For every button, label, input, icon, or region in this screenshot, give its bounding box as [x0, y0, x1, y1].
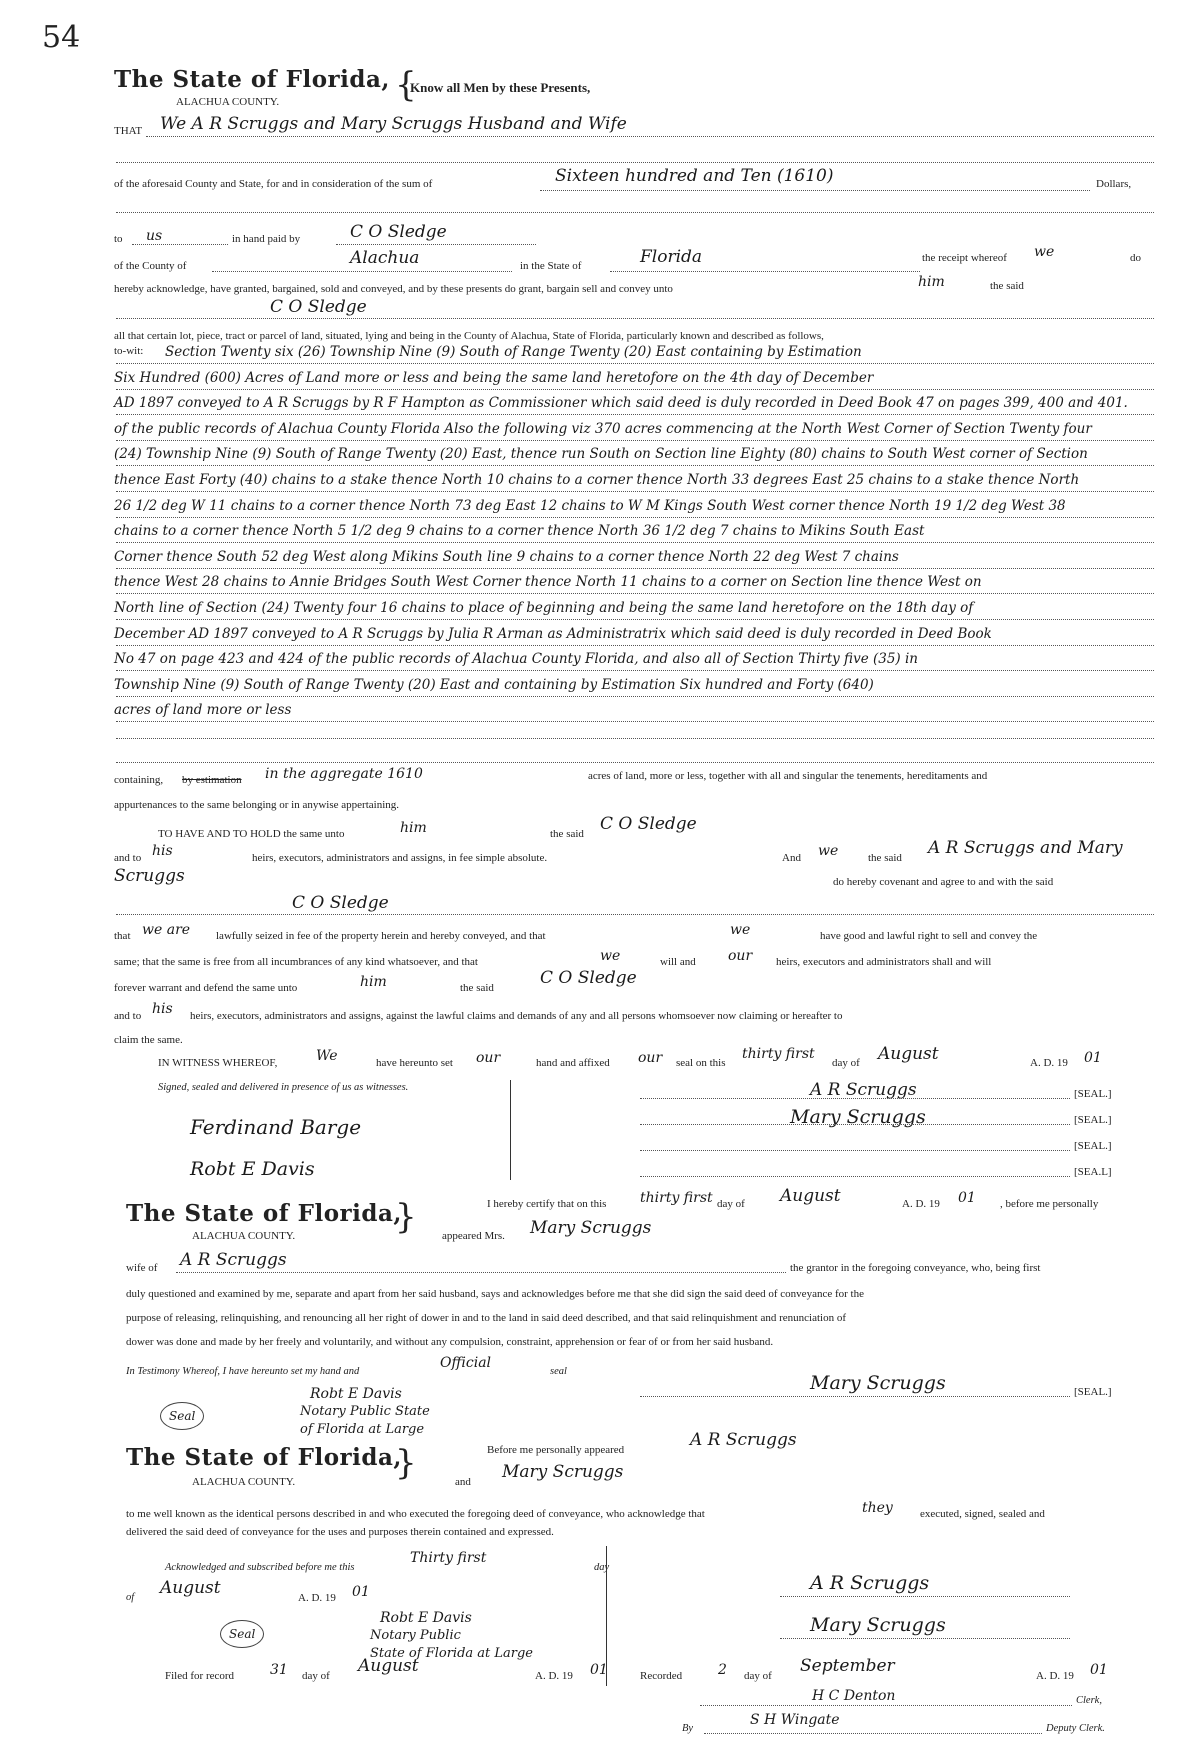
wife-of-label: wife of — [126, 1262, 158, 1274]
grantee-handwritten-2: C O Sledge — [600, 814, 697, 834]
paid-by-line — [336, 244, 536, 245]
day-of-label: day of — [832, 1057, 860, 1069]
we-handwritten-2: we — [730, 922, 751, 938]
signature-line — [640, 1396, 1070, 1397]
know-all-men: Know all Men by these Presents, — [410, 80, 591, 95]
ack2-month-handwritten: August — [160, 1578, 221, 1598]
ack2-ad: A. D. 19 — [298, 1592, 336, 1604]
county-of-label: of the County of — [114, 260, 187, 272]
ack1-body-2: purpose of releasing, relinquishing, and renouncing all her right of dower in and to the land in said deed described, and that said relinquishment and renunciation of — [126, 1312, 846, 1324]
clerk-signature: H C Denton — [812, 1688, 896, 1704]
filed-day-of: day of — [302, 1670, 330, 1682]
description-underline — [116, 568, 1154, 569]
signature-line — [780, 1638, 1070, 1639]
testimony-label: In Testimony Whereof, I have hereunto set my hand and — [126, 1366, 360, 1377]
state-of-line — [610, 271, 920, 272]
consideration-line — [540, 190, 1090, 191]
in-witness-label: IN WITNESS WHEREOF, — [158, 1057, 278, 1069]
description-underline — [116, 440, 1154, 441]
witness-1-signature: Ferdinand Barge — [190, 1115, 362, 1139]
blank-line — [116, 762, 1154, 763]
description-line: 26 1/2 deg W 11 chains to a corner thence North 73 deg East 12 chains to W M Kings South West corner thence North 19 1/2 deg West 38 — [114, 497, 1066, 514]
description-underline — [116, 363, 1154, 364]
notary-2-line-3: State of Florida at Large — [370, 1646, 534, 1661]
grantor-1-signature: A R Scruggs — [810, 1080, 917, 1100]
state-of-label: in the State of — [520, 260, 582, 272]
clerk-label: Clerk, — [1076, 1695, 1102, 1706]
ack1-year-handwritten: 01 — [958, 1190, 976, 1206]
notary-2-line-1: Robt E Davis — [380, 1610, 472, 1626]
dollars-label: Dollars, — [1096, 178, 1132, 190]
brace-decoration: { — [395, 65, 417, 105]
ack1-day-handwritten: thirty first — [640, 1190, 713, 1206]
ack2-signature-1: A R Scruggs — [810, 1572, 930, 1594]
appurtenances-text: appurtenances to the same belonging or in anywise appertaining. — [114, 799, 399, 811]
covenant-text: do hereby covenant and agree to and with the said — [833, 876, 1054, 888]
notary-1-line-1: Robt E Davis — [310, 1386, 402, 1402]
witness-year-handwritten: 01 — [1084, 1050, 1102, 1066]
county-handwritten: Alachua — [350, 248, 420, 268]
description-underline — [116, 619, 1154, 620]
grantors-handwritten-2: A R Scruggs and Mary — [928, 838, 1123, 858]
recorded-label: Recorded — [640, 1670, 683, 1682]
grantee-line-2 — [116, 914, 1154, 915]
grantee-line — [116, 318, 1154, 319]
containing-label: containing, — [114, 774, 164, 786]
description-underline — [116, 491, 1154, 492]
filed-month-handwritten: August — [358, 1656, 419, 1676]
description-line: No 47 on page 423 and 424 of the public records of Alachua County Florida, and also all of Section Thirty five (35) in — [114, 651, 918, 668]
ack2-of-label: of — [126, 1592, 135, 1603]
ack2-year-handwritten: 01 — [352, 1584, 370, 1600]
filed-ad: A. D. 19 — [535, 1670, 573, 1682]
the-said-label-3: the said — [868, 852, 902, 864]
ack2-county: ALACHUA COUNTY. — [192, 1476, 296, 1488]
appeared-label: appeared Mrs. — [442, 1230, 505, 1242]
to-line — [132, 244, 228, 245]
state-handwritten: Florida — [640, 247, 703, 267]
husband-handwritten: A R Scruggs — [180, 1250, 287, 1270]
ack1-name-handwritten: Mary Scruggs — [530, 1218, 652, 1238]
acres-text: acres of land, more or less, together with all and singular the tenements, hereditaments and — [588, 770, 988, 782]
notary-2-line-2: Notary Public — [370, 1628, 461, 1643]
hand-label: hand and affixed — [536, 1057, 610, 1069]
county-of-line — [212, 271, 512, 272]
description-underline — [116, 645, 1154, 646]
county-label: ALACHUA COUNTY. — [176, 96, 280, 108]
do-label: do — [1130, 252, 1141, 264]
ack1-ad: A. D. 19 — [902, 1198, 940, 1210]
description-line: (24) Township Nine (9) South of Range Twenty (20) East, thence run South on Section line Eighty (80) chains to South West corner of Section — [114, 446, 1088, 463]
ack1-seal-label: [SEAL.] — [1074, 1386, 1112, 1398]
consideration-amount: Sixteen hundred and Ten (1610) — [555, 166, 834, 186]
deputy-label: Deputy Clerk. — [1046, 1723, 1105, 1734]
filed-label: Filed for record — [165, 1670, 235, 1682]
our-handwritten-2: our — [476, 1050, 501, 1066]
all-that-text: all that certain lot, piece, tract or parcel of land, situated, lying and being in the County of Alachua, State of Florida, particularly known and described as follows, — [114, 330, 824, 342]
by-label: By — [682, 1723, 694, 1734]
grantor-text: the grantor in the foregoing conveyance, who, being first — [790, 1262, 1041, 1274]
description-line: December AD 1897 conveyed to A R Scruggs by Julia R Arman as Administratrix which said deed is duly recorded in Deed Book — [114, 625, 992, 642]
that-label-2: that — [114, 930, 131, 942]
containing-handwritten: in the aggregate 1610 — [265, 766, 423, 782]
ack1-month-handwritten: August — [780, 1186, 841, 1206]
blank-line — [116, 162, 1154, 163]
wife-of-line — [176, 1272, 786, 1273]
description-line: Township Nine (9) South of Range Twenty (20) East and containing by Estimation Six hundred and Forty (640) — [114, 676, 874, 693]
forever-text: forever warrant and defend the same unto — [114, 982, 298, 994]
they-handwritten: they — [862, 1500, 893, 1516]
seal-label-4: [SEA.L] — [1074, 1166, 1112, 1178]
his-handwritten: his — [152, 843, 173, 859]
description-underline — [116, 517, 1154, 518]
that-label: THAT — [114, 125, 143, 137]
witness-day-handwritten: thirty first — [742, 1046, 815, 1062]
rec-day-handwritten: 2 — [718, 1662, 727, 1678]
consideration-label: of the aforesaid County and State, for and in consideration of the sum of — [114, 178, 433, 190]
we-handwritten-4: We — [316, 1048, 338, 1064]
description-underline — [116, 593, 1154, 594]
heirs-text-2: heirs, executors and administrators shall and will — [776, 956, 992, 968]
unto-handwritten-2: him — [400, 820, 427, 836]
filed-day-handwritten: 31 — [270, 1662, 288, 1678]
brace-decoration: } — [395, 1443, 417, 1483]
description-underline — [116, 542, 1154, 543]
we-handwritten: we — [818, 843, 839, 859]
blank-line — [116, 212, 1154, 213]
we-handwritten-3: we — [600, 948, 621, 964]
paid-by-label: in hand paid by — [232, 233, 301, 245]
ack2-body-1: to me well known as the identical persons described in and who executed the foregoing deed of conveyance, who acknowledge that — [126, 1508, 705, 1520]
signature-line — [640, 1124, 1070, 1125]
our-handwritten-3: our — [638, 1050, 663, 1066]
seal-on-label: seal on this — [676, 1057, 726, 1069]
witness-2-signature: Robt E Davis — [190, 1158, 315, 1180]
ack2-body-1b: executed, signed, sealed and — [920, 1508, 1045, 1520]
grantee-handwritten-3: C O Sledge — [292, 893, 389, 913]
to-handwritten: us — [146, 228, 163, 244]
hereby-text: hereby acknowledge, have granted, bargained, sold and conveyed, and by these presents do grant, bargain sell and convey unto — [114, 283, 673, 295]
seal-label-3: [SEAL.] — [1074, 1140, 1112, 1152]
ad-label: A. D. 19 — [1030, 1057, 1068, 1069]
official-handwritten: Official — [440, 1355, 492, 1371]
description-line: of the public records of Alachua County Florida Also the following viz 370 acres commencing at the North West Corner of Section Twenty four — [114, 420, 1092, 437]
witness-month-handwritten: August — [878, 1044, 939, 1064]
ack2-body-2: delivered the said deed of conveyance for the uses and purposes therein contained and expressed. — [126, 1526, 554, 1538]
ack1-state-title: The State of Florida, — [126, 1200, 402, 1227]
ack2-state-title: The State of Florida, — [126, 1444, 402, 1471]
to-wit-label: to-wit: — [114, 345, 144, 357]
brace-decoration: } — [395, 1197, 417, 1237]
clerk-line — [700, 1705, 1072, 1706]
notary-1-line-2: Notary Public State — [300, 1404, 430, 1419]
description-underline — [116, 670, 1154, 671]
brace-line — [510, 1080, 511, 1180]
seal-word: seal — [550, 1366, 567, 1377]
the-said-label: the said — [990, 280, 1024, 292]
grantee-handwritten-4: C O Sledge — [540, 968, 637, 988]
description-underline — [116, 465, 1154, 466]
seal-label-1: [SEAL.] — [1074, 1088, 1112, 1100]
and-label: And — [782, 852, 801, 864]
him-handwritten: him — [360, 974, 387, 990]
the-said-label-2: the said — [550, 828, 584, 840]
acknowledged-label: Acknowledged and subscribed before me this — [165, 1562, 355, 1573]
signed-sealed-label: Signed, sealed and delivered in presence of us as witnesses. — [158, 1082, 409, 1093]
description-underline — [116, 696, 1154, 697]
our-handwritten: our — [728, 948, 753, 964]
deputy-line — [704, 1733, 1042, 1734]
and-to-label: and to — [114, 852, 142, 864]
unto-handwritten: him — [918, 274, 945, 290]
description-line: AD 1897 conveyed to A R Scruggs by R F Hampton as Commissioner which said deed is duly recorded in Deed Book 47 on pages 399, 400 and 401. — [114, 395, 1128, 412]
ack2-day-label: day — [594, 1562, 610, 1573]
to-have-label: TO HAVE AND TO HOLD the same unto — [158, 828, 345, 840]
description-line: Corner thence South 52 deg West along Mikins South line 9 chains to a corner thence North 22 deg West 7 chains — [114, 548, 899, 565]
grantors-handwritten: We A R Scruggs and Mary Scruggs Husband and Wife — [160, 114, 627, 134]
good-right-text: have good and lawful right to sell and convey the — [820, 930, 1038, 942]
notary-1-line-3: of Florida at Large — [300, 1422, 425, 1437]
have-set-label: have hereunto set — [376, 1057, 453, 1069]
description-line: thence West 28 chains to Annie Bridges South West Corner thence North 11 chains to a corner on Section line thence West on — [114, 574, 982, 591]
description-underline — [116, 414, 1154, 415]
the-said-label-4: the said — [460, 982, 494, 994]
same-text: same; that the same is free from all incumbrances of any kind whatsoever, and that — [114, 956, 478, 968]
description-line: chains to a corner thence North 5 1/2 deg 9 chains to a corner thence North 36 1/2 deg 7 chains to Mikins South East — [114, 523, 925, 540]
rec-ad: A. D. 19 — [1036, 1670, 1074, 1682]
ack1-body-1: duly questioned and examined by me, separate and apart from her said husband, says and acknowledges before me that she did sign the said deed of conveyance for the — [126, 1288, 864, 1300]
ack2-day-handwritten: Thirty first — [410, 1550, 487, 1566]
signature-line — [640, 1176, 1070, 1177]
we-are-handwritten: we are — [142, 922, 191, 938]
signature-line — [640, 1150, 1070, 1151]
certify-text: I hereby certify that on this — [487, 1198, 607, 1210]
ack1-signature: Mary Scruggs — [810, 1372, 946, 1394]
rec-year-handwritten: 01 — [1090, 1662, 1108, 1678]
signature-line — [780, 1596, 1070, 1597]
ack2-and: and — [455, 1476, 471, 1488]
rec-day-of: day of — [744, 1670, 772, 1682]
before-me-label: Before me personally appeared — [487, 1444, 625, 1456]
rec-month-handwritten: September — [800, 1656, 895, 1676]
to-label: to — [114, 233, 123, 245]
ack2-name1-handwritten: A R Scruggs — [690, 1430, 797, 1450]
ack2-signature-2: Mary Scruggs — [810, 1614, 946, 1636]
blank-line — [116, 738, 1154, 739]
ack1-body-3: dower was done and made by her freely and voluntarily, and without any compulsion, constraint, apprehension or fear of or from her said husband. — [126, 1336, 774, 1348]
will-and-label: will and — [660, 956, 696, 968]
state-title: The State of Florida, — [114, 66, 390, 93]
his-handwritten-2: his — [152, 1001, 173, 1017]
description-line: Section Twenty six (26) Township Nine (9) South of Range Twenty (20) East containing by Estimation — [165, 344, 862, 360]
receipt-handwritten: we — [1034, 244, 1055, 260]
page-number: 54 — [42, 20, 81, 55]
deputy-signature: S H Wingate — [750, 1712, 840, 1728]
filed-year-handwritten: 01 — [590, 1662, 608, 1678]
by-estimation-struck: by estimation — [182, 774, 242, 786]
description-line: Six Hundred (600) Acres of Land more or less and being the same land heretofore on the 4th day of December — [114, 369, 874, 386]
heirs-text: heirs, executors, administrators and assigns, in fee simple absolute. — [252, 852, 548, 864]
notary-seal-stamp-2: Seal — [220, 1620, 264, 1648]
paid-by-handwritten: C O Sledge — [350, 222, 447, 242]
grantee-handwritten: C O Sledge — [270, 297, 367, 317]
description-underline — [116, 721, 1154, 722]
description-underline — [116, 389, 1154, 390]
ack1-before: , before me personally — [1000, 1198, 1099, 1210]
description-line: acres of land more or less — [114, 702, 292, 719]
seized-text: lawfully seized in fee of the property herein and hereby conveyed, and that — [216, 930, 546, 942]
seal-label-2: [SEAL.] — [1074, 1114, 1112, 1126]
description-line: thence East Forty (40) chains to a stake thence North 10 chains to a corner thence North 33 degrees East 25 chains to a stake thence North — [114, 472, 1080, 488]
grantors-line — [146, 136, 1154, 137]
ack1-county: ALACHUA COUNTY. — [192, 1230, 296, 1242]
and-to-label-2: and to — [114, 1010, 142, 1022]
notary-seal-stamp: Seal — [160, 1402, 204, 1430]
signature-line — [640, 1098, 1070, 1099]
heirs-text-3: heirs, executors, administrators and assigns, against the lawful claims and demands of any and all persons whomsoever now claiming or hereafter to — [190, 1010, 843, 1022]
claim-text: claim the same. — [114, 1034, 183, 1046]
ack2-name2-handwritten: Mary Scruggs — [502, 1462, 624, 1482]
receipt-label: the receipt whereof — [922, 252, 1007, 264]
description-line: North line of Section (24) Twenty four 16 chains to place of beginning and being the same land heretofore on the 18th day of — [114, 600, 974, 616]
scruggs-handwritten: Scruggs — [114, 866, 185, 886]
grantor-2-signature: Mary Scruggs — [790, 1106, 926, 1128]
ack1-day-of: day of — [717, 1198, 745, 1210]
